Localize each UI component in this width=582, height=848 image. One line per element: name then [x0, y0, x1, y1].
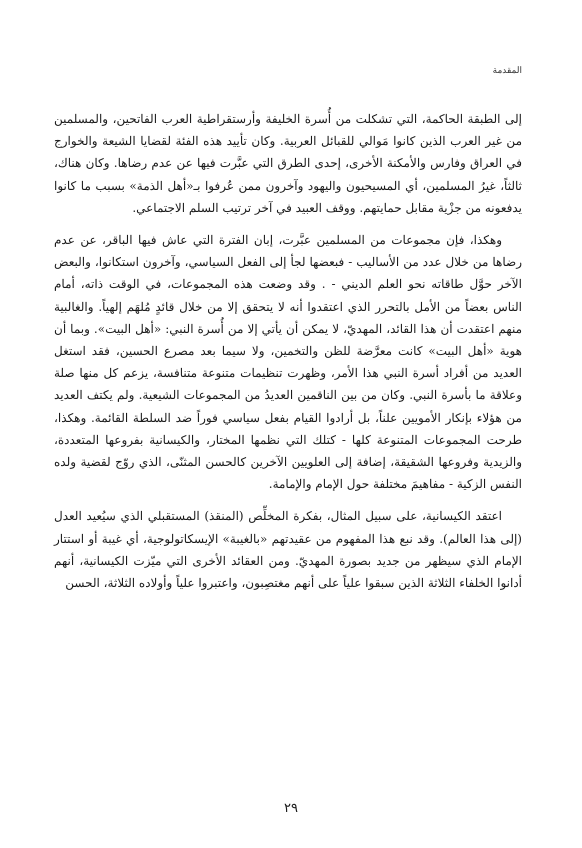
paragraph-1: إلى الطبقة الحاكمة، التي تشكلت من أُسرة الخليفة وأرستقراطية العرب الفاتحين، والمسلمين من غير العرب الذين كانوا مَوالي للقبائل العربية. وكان تأييد هذه الفئة لقضايا الشيعة والخوارج في العراق وفارس والأمكنة الأخرى، إحدى الطرق التي عبَّرت فيها عن عدم رضاها. وكان هناك، ثالثاً، غيرُ المسلمين، أي المسيحيون واليهود وآخرون ممن عُرفوا بـ«أهل الذمة» بسبب ما كانوا يدفعونه من جزْية مقابل حمايتهم. ووقف العبيد في آخر ترتيب السلم الاجتماعي.: [54, 112, 522, 215]
paragraph-2: وهكذا، فإن مجموعات من المسلمين عبَّرت، إبان الفترة التي عاش فيها الباقر، عن عدم رضاها من خلال عدد من الأساليب - فبعضها لجأ إلى الفعل السياسي، وآخرون استكانوا، والبعض الآخر حوَّل طاقاته نحو العلم الديني - . وقد وضعت هذه المجموعات، في الوقت ذاته، أمام الناس بعضاً من الأمل بالتحرر الذي اعتقدوا أنه لا يتحقق إلا من خلال قائدٍ مُلهَم إلهياً. والغالبية منهم اعتقدت أن هذا القائد، المهديّ، لا يمكن أن يأتي إلا من أُسرة النبي: «أهل البيت». وبما أن هوية «أهل البيت» كانت معرَّضة للظن والتخمين، ولا سيما بعد مصرع الحسين، فقد استغل العديد من أفراد أسرة النبي هذا الأمر، وظهرت تنظيمات متنوعة متنافسة، يزعم كل منها صلة وعلاقة ما بأسرة النبي. وكان من بين الناقمين العديدُ من المجموعات الشيعية. ولم يكتف العديد من هؤلاء بإنكار الأمويين علناً، بل أرادوا القيام بفعل سياسي فوراً ضد السلطة القائمة. وهكذا، طرحت المجموعات المتنوعة كلها - كتلك التي نظمها المختار، والكيسانية بفروعها المتعددة، والزيدية وفروعها الشقيقة، إضافة إلى العلويين الآخرين كالحسن المثنّى، الذي روّج لقضية ولده النفس الزكية - مفاهيمَ مختلفة حول الإمام والإمامة.: [54, 233, 522, 492]
page-number: ٢٩: [284, 801, 298, 816]
body-text: [54, 108, 522, 604]
running-head: المقدمة: [492, 66, 522, 76]
paragraph-3: اعتقد الكيسانية، على سبيل المثال، بفكرة المخلِّص (المنقذ) المستقبلي الذي سيُعيد العدل (إلى هذا العالم). وقد نبع هذا المفهوم من عقيدتهم «بالغيبة» الإيسكاتولوجية، أي غيبة أو استتار الإمام الذي سيظهر من جديد بصورة المهديّ. ومن العقائد الأخرى التي ميّزت الكيسانية، أنهم أدانوا الخلفاء الثلاثة الذين سبقوا علياً على أنهم مغتصِبون، واعتبروا علياً وأولاده الثلاثة، الحسن: [54, 509, 522, 591]
